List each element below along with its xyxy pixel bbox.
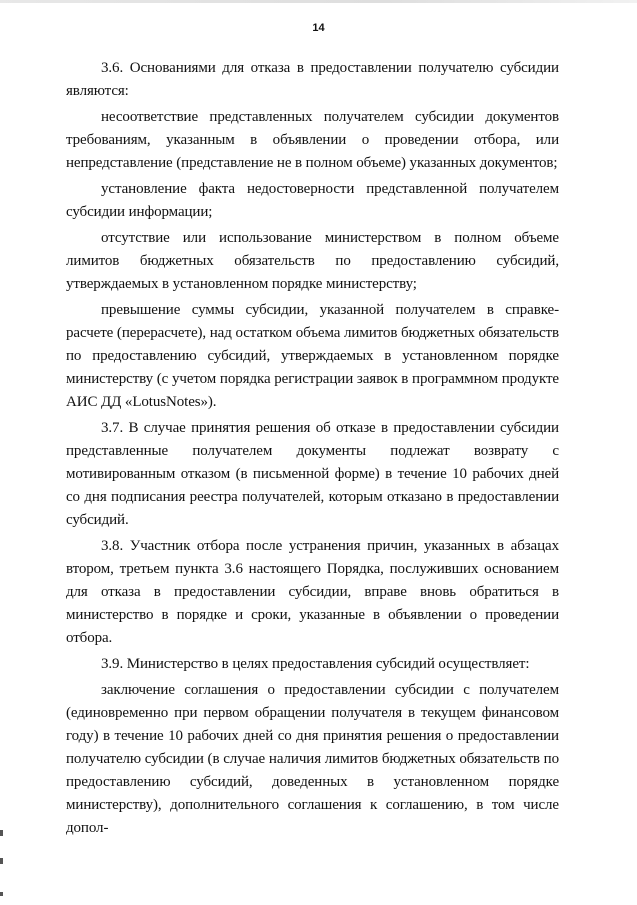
scan-margin-marks <box>0 820 4 900</box>
scan-edge-artifact <box>0 0 637 3</box>
paragraph-3-8: 3.8. Участник отбора после устранения причин, указанных в абзацах втором, третьем пункта 3.6 настоящего Порядка, послуживших основанием для отказа в предоставлении субсидии, вправе вновь обратиться в министерство в порядке и сроки, указанные в объявлении о проведении отбора. <box>66 538 559 646</box>
document-body <box>66 57 559 843</box>
paragraph-excess-amount: превышение суммы субсидии, указанной получателем в справке-расчете (перерасчете), над остатком объема лимитов бюджетных обязательств по предоставлению субсидий, утверждаемых в установленном порядке министерству (с учетом порядка регистрации заявок в программном продукте АИС ДД «LotusNotes»). <box>66 302 559 410</box>
paragraph-false-info: установление факта недостоверности представленной получателем субсидии информации; <box>66 181 559 220</box>
paragraph-nonconformity: несоответствие представленных получателем субсидии документов требованиям, указанным в объявлении о проведении отбора, или непредставление (представление не в полном объеме) указанных документов; <box>66 109 559 171</box>
paragraph-3-6: 3.6. Основаниями для отказа в предоставлении получателю субсидии являются: <box>66 60 559 99</box>
paragraph-limits: отсутствие или использование министерством в полном объеме лимитов бюджетных обязательств по предоставлению субсидий, утверждаемых в установленном порядке министерству; <box>66 230 559 292</box>
paragraph-agreement: заключение соглашения о предоставлении субсидии с получателем (единовременно при первом обращении получателя в текущем финансовом году) в течение 10 рабочих дней со дня принятия решения о предоставлении получателю субсидии (в случае наличия лимитов бюджетных обязательств по предоставлению субсидий, доведенных в установленном порядке министерству), дополнительного соглашения к соглашению, в том числе допол- <box>66 682 559 836</box>
paragraph-3-7: 3.7. В случае принятия решения об отказе в предоставлении субсидии представленные получателем документы подлежат возврату с мотивированным отказом (в письменной форме) в течение 10 рабочих дней со дня подписания реестра получателей, которым отказано в предоставлении субсидий. <box>66 420 559 528</box>
page-number: 14 <box>312 22 325 34</box>
paragraph-3-9: 3.9. Министерство в целях предоставления субсидий осуществляет: <box>101 656 530 672</box>
